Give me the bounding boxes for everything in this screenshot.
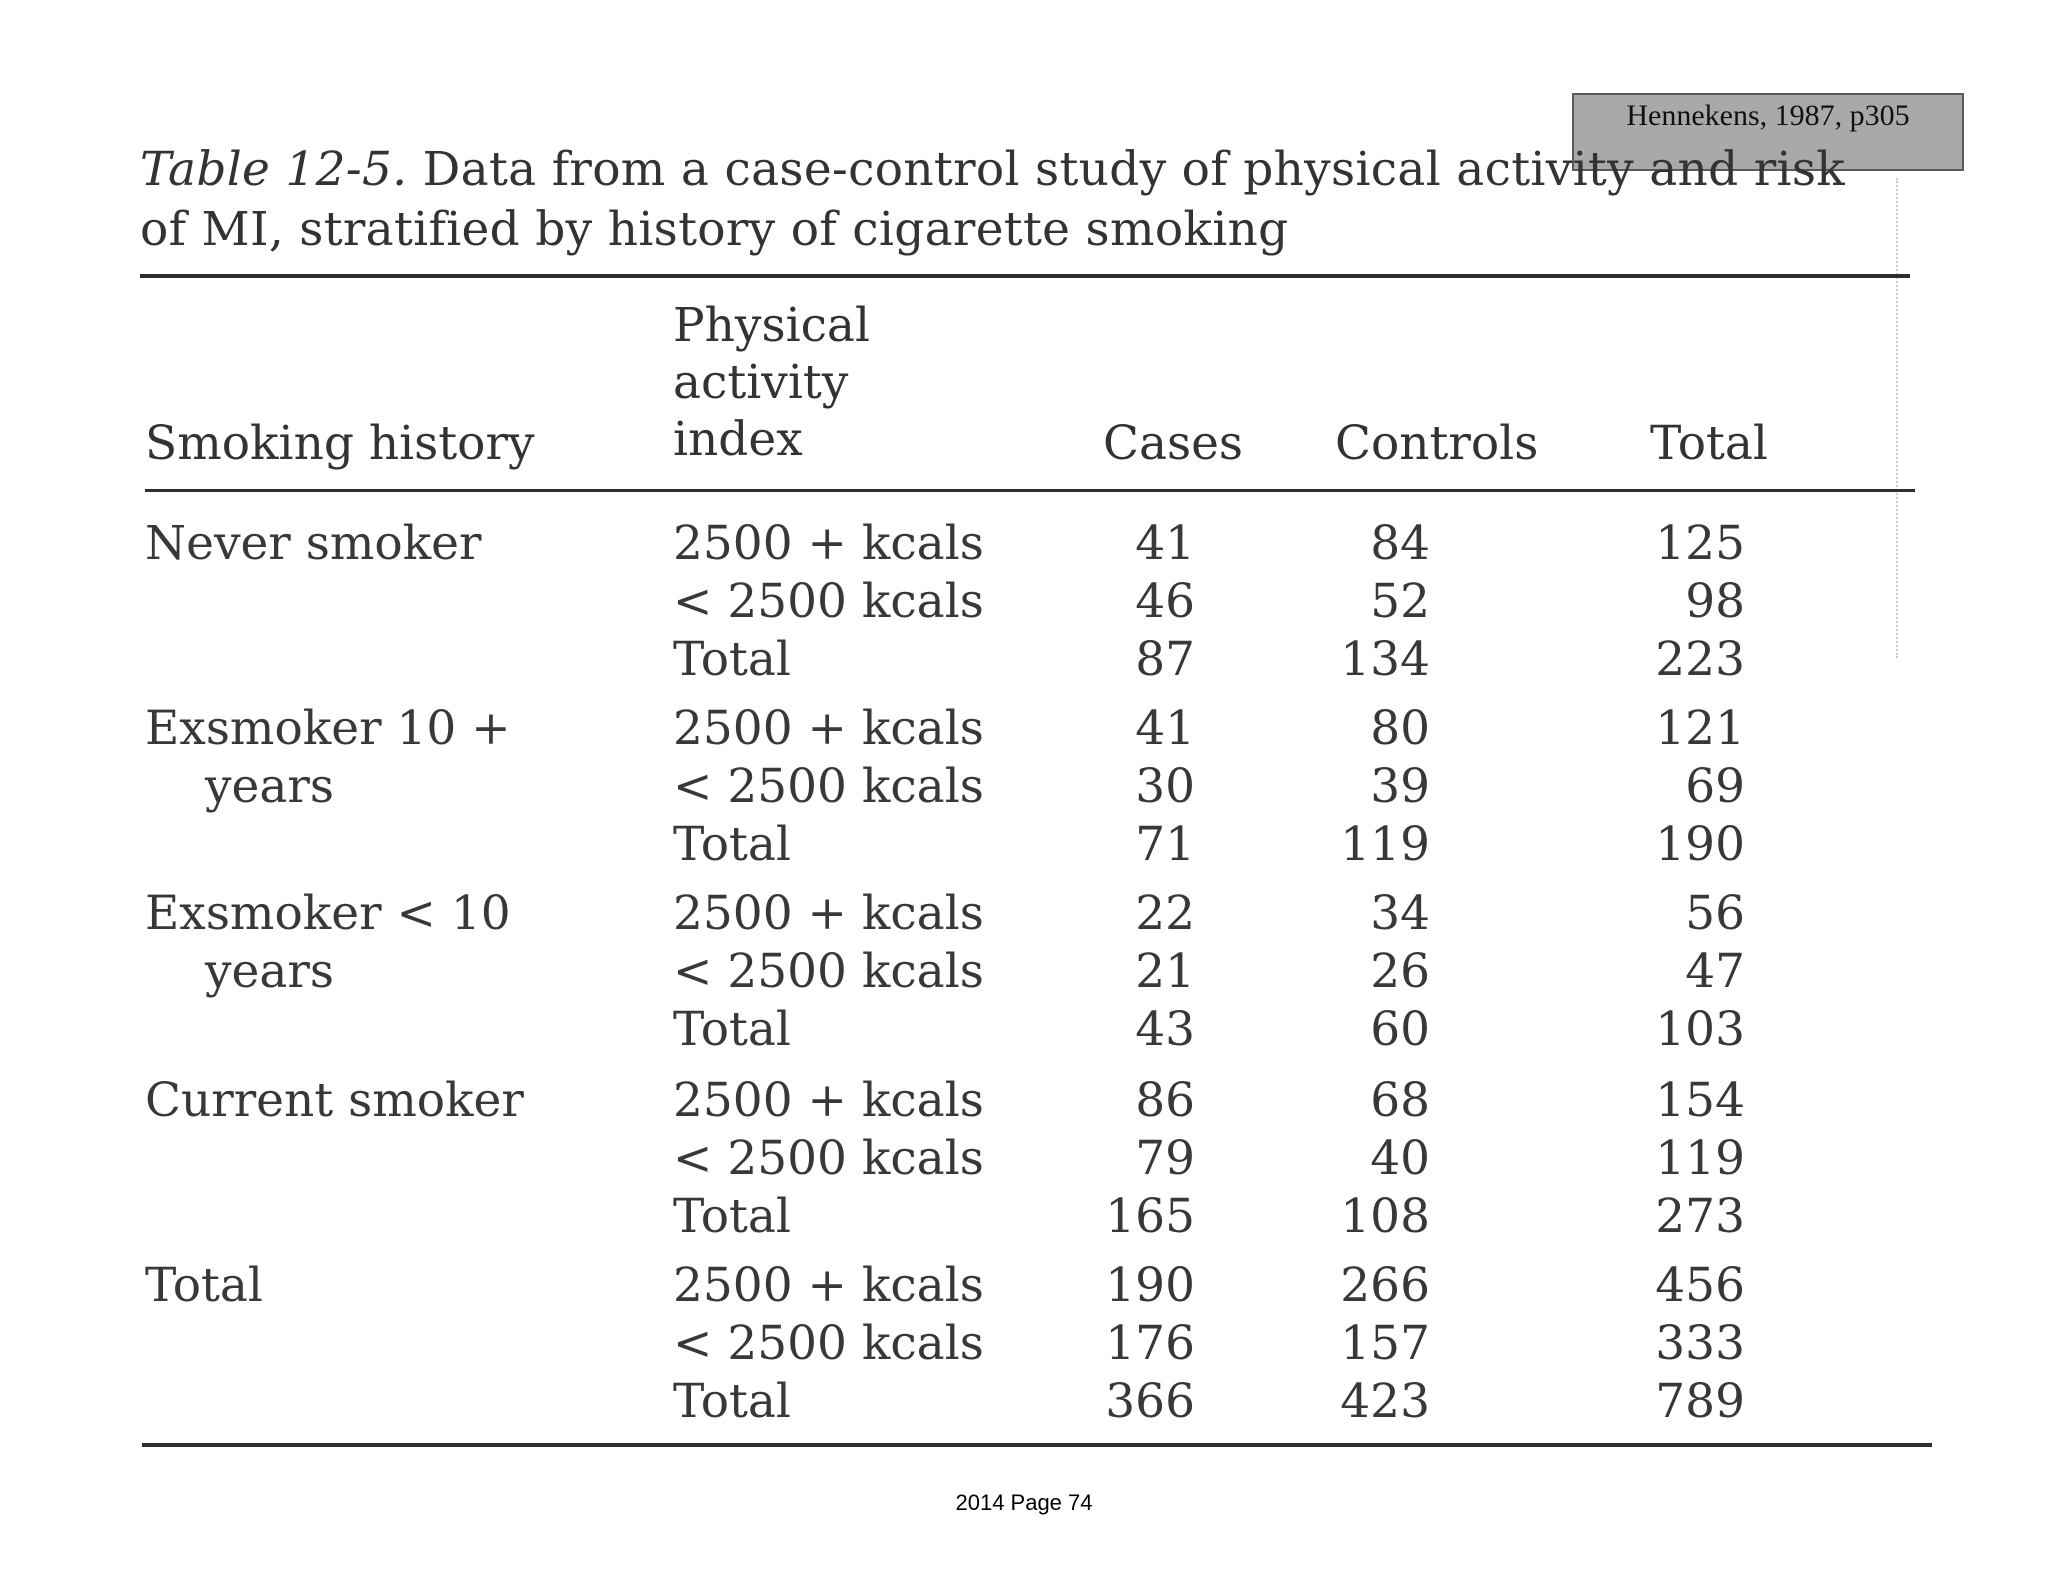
header-rule	[145, 489, 1915, 492]
header-smoking-history: Smoking history	[145, 416, 535, 471]
group-label-line1: Exsmoker < 10	[145, 886, 511, 941]
activity-cell: 2500 + kcals	[673, 1258, 984, 1313]
header-activity-index: Physical activity index	[673, 298, 870, 467]
activity-cell: Total	[673, 817, 791, 872]
header-total: Total	[1650, 416, 1768, 471]
activity-cell: < 2500 kcals	[673, 574, 984, 629]
cases-cell: 165	[1105, 1189, 1195, 1244]
group-label	[145, 1257, 263, 1315]
cases-cell: 22	[1135, 886, 1195, 941]
group-label-line1: Current smoker	[145, 1073, 524, 1128]
bottom-rule	[142, 1443, 1932, 1447]
controls-cell: 52	[1370, 574, 1430, 629]
controls-cell: 84	[1370, 516, 1430, 571]
controls-cell: 80	[1370, 701, 1430, 756]
total-cell: 47	[1685, 944, 1745, 999]
activity-cell: < 2500 kcals	[673, 1316, 984, 1371]
total-cell: 456	[1655, 1258, 1745, 1313]
activity-cell: 2500 + kcals	[673, 1073, 984, 1128]
activity-cell: Total	[673, 1189, 791, 1244]
total-cell: 333	[1655, 1316, 1745, 1371]
controls-cell: 39	[1370, 759, 1430, 814]
cases-cell: 43	[1135, 1002, 1195, 1057]
controls-cell: 34	[1370, 886, 1430, 941]
controls-cell: 423	[1340, 1374, 1430, 1429]
total-cell: 121	[1655, 701, 1745, 756]
group-label-line2: years	[205, 759, 334, 814]
activity-cell: 2500 + kcals	[673, 701, 984, 756]
table-caption	[140, 140, 1900, 260]
controls-cell: 134	[1340, 632, 1430, 687]
total-cell: 154	[1655, 1073, 1745, 1128]
cases-cell: 79	[1135, 1131, 1195, 1186]
cases-cell: 366	[1105, 1374, 1195, 1429]
controls-cell: 119	[1340, 817, 1430, 872]
total-cell: 190	[1655, 817, 1745, 872]
cases-cell: 41	[1135, 516, 1195, 571]
cases-cell: 30	[1135, 759, 1195, 814]
table-caption-text: Data from a case-control study of physical activity and risk of MI, stratified by history of cigarette smoking	[140, 142, 1846, 257]
cases-cell: 41	[1135, 701, 1195, 756]
page-footer: 2014 Page 74	[955, 1490, 1093, 1515]
group-label-line1: Exsmoker 10 +	[145, 701, 511, 756]
citation-box: Hennekens, 1987, p305	[1572, 93, 1964, 171]
cases-cell: 46	[1135, 574, 1195, 629]
activity-cell: Total	[673, 1002, 791, 1057]
group-label-line1: Total	[145, 1258, 263, 1313]
group-label	[145, 515, 481, 573]
group-label	[145, 885, 511, 1001]
controls-cell: 68	[1370, 1073, 1430, 1128]
activity-cell: Total	[673, 632, 791, 687]
controls-cell: 157	[1340, 1316, 1430, 1371]
total-cell: 98	[1685, 574, 1745, 629]
activity-cell: < 2500 kcals	[673, 759, 984, 814]
margin-marks	[1896, 178, 1918, 658]
controls-cell: 266	[1340, 1258, 1430, 1313]
controls-cell: 26	[1370, 944, 1430, 999]
controls-cell: 108	[1340, 1189, 1430, 1244]
table-label: Table 12-5.	[140, 142, 408, 197]
group-label-line2: years	[205, 944, 334, 999]
top-rule	[140, 274, 1910, 278]
cases-cell: 87	[1135, 632, 1195, 687]
total-cell: 125	[1655, 516, 1745, 571]
total-cell: 103	[1655, 1002, 1745, 1057]
group-label	[145, 700, 511, 816]
cases-cell: 190	[1105, 1258, 1195, 1313]
controls-cell: 60	[1370, 1002, 1430, 1057]
group-label-line1: Never smoker	[145, 516, 482, 571]
cases-cell: 71	[1135, 817, 1195, 872]
total-cell: 789	[1655, 1374, 1745, 1429]
group-label	[145, 1072, 524, 1130]
controls-cell: 40	[1370, 1131, 1430, 1186]
cases-cell: 86	[1135, 1073, 1195, 1128]
activity-cell: 2500 + kcals	[673, 886, 984, 941]
total-cell: 223	[1655, 632, 1745, 687]
total-cell: 119	[1655, 1131, 1745, 1186]
total-cell: 69	[1685, 759, 1745, 814]
total-cell: 56	[1685, 886, 1745, 941]
activity-cell: Total	[673, 1374, 791, 1429]
header-controls: Controls	[1335, 416, 1539, 471]
activity-cell: < 2500 kcals	[673, 1131, 984, 1186]
header-cases: Cases	[1103, 416, 1244, 471]
total-cell: 273	[1655, 1189, 1745, 1244]
cases-cell: 21	[1135, 944, 1195, 999]
activity-cell: 2500 + kcals	[673, 516, 984, 571]
activity-cell: < 2500 kcals	[673, 944, 984, 999]
cases-cell: 176	[1105, 1316, 1195, 1371]
